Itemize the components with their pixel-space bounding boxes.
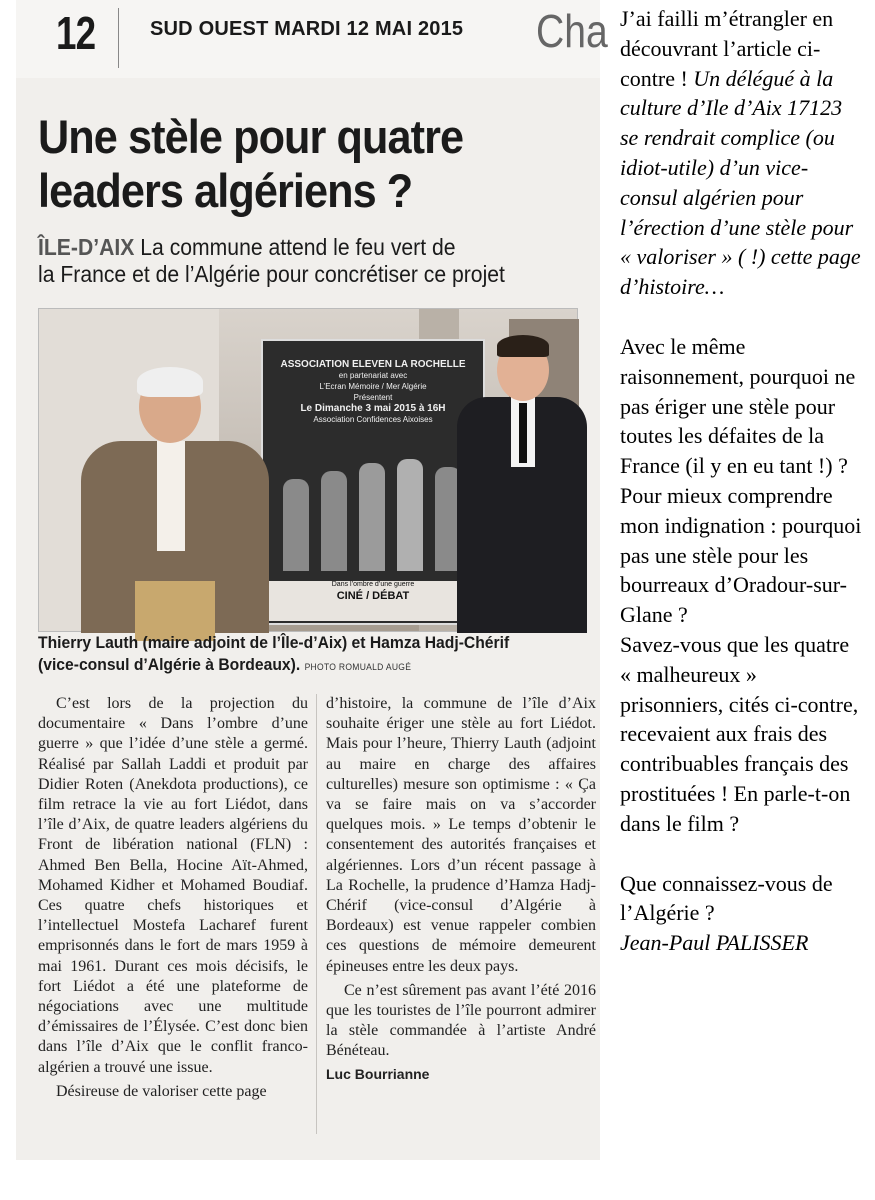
person-left-hair (137, 367, 203, 397)
poster-text (263, 359, 483, 425)
headline-line-1: Une stèle pour quatre (38, 110, 464, 163)
caption-line-2: (vice-consul d’Algérie à Bordeaux). (38, 656, 301, 674)
poster-cine-debat: CINÉ / DÉBAT (336, 590, 410, 602)
event-poster (261, 339, 485, 625)
photo-caption (38, 632, 570, 678)
masthead-title: SUD OUEST MARDI 12 MAI 2015 (150, 18, 464, 40)
poster-figure (397, 459, 423, 571)
commentary-paragraph-4: Savez-vous que les quatre « malheureux » prisonniers, cités ci-contre, recevaient aux frais des contribuables français des prostituées ! En parle-t-on dans le film ? (620, 631, 859, 836)
poster-figure (359, 463, 385, 571)
column-2-paragraph-2: Ce n’est sûrement pas avant l’été 2016 que les touristes de l’île pourront admirer la stèle commandée à l’artiste André Bénéteau. (326, 981, 596, 1060)
column-2-paragraph-1: d’histoire, la commune de l’île d’Aix souhaite ériger une stèle au fort Liédot. Mais pour l’heure, Thierry Lauth (adjoint au maire en charge des affaires culturelles) mesure son optimisme : « Ça va se faire mais on va s’accorder quelques mois. » Le temps d’obtenir le consentement des autorités françaises et algériennes. Lors d’un récent passage à La Rochelle, la prudence d’Hamza Hadj-Chérif (vice-consul d’Algérie à Bordeaux) est venue rappeler combien ces questions de mémoire demeurent épineuses entre les deux pays. (326, 695, 596, 975)
masthead-divider (118, 8, 119, 68)
deck-kicker: ÎLE-D’AIX (38, 234, 135, 260)
commentary-signature (620, 928, 865, 958)
newspaper-clipping (16, 0, 608, 1160)
column-1-paragraph-2: Désireuse de valoriser cette page (56, 1082, 267, 1100)
article-photo (38, 308, 578, 632)
poster-footer (263, 581, 483, 621)
article-byline: Luc Bourrianne (326, 1065, 430, 1082)
poster-photo-group (277, 451, 469, 571)
deck-line-1: La commune attend le feu vert de (140, 234, 456, 260)
article-column-1 (38, 694, 308, 1102)
column-1-paragraph-1: C’est lors de la projection du documentaire « Dans l’ombre d’une guerre » que l’idée d’une stèle a germé. Réalisé par Sallah Laddi et produit par Didier Roten (Anekdota productions), ce film retrace la vie au fort Liédot, dans l’île d’Aix, de quatre leaders algériens du Front de libération national (FLN) : Ahmed Ben Bella, Hocine Aït-Ahmed, Mohamed Kidher et Mohamed Boudiaf. Ces quatre chefs historiques et l’intellectuel Mostefa Lacharef furent emprisonnés dans le fort de mars 1959 à mai 1961. Durant ces mois décisifs, le fort Liédot a été une plateforme de négociations avec une multitude d’émissaires de l’Élysée. C’est donc bien dans l’île d’Aix que le conflit franco-algérien a trouvé une issue. (38, 695, 308, 1076)
commentary-paragraph-3: Pour mieux comprendre mon indignation : pourquoi pas une stèle pour les bourreaux d’Oradour-sur-Glane ? (620, 482, 862, 628)
caption-line-1: Thierry Lauth (maire adjoint de l’Île-d’Aix) et Hamza Hadj-Chérif (38, 634, 510, 652)
commentary-italic-quote: Un délégué à la culture d’Ile d’Aix 17123 se rendrait complice (ou idiot-utile) d’un vice-consul algérien pour l’érection d’une stèle pour « valoriser » ( !) cette page d’histoire… (620, 65, 861, 300)
signature-text: Jean-Paul PALISSER (620, 930, 809, 956)
person-right-hair (497, 335, 549, 357)
commentary-paragraph-1 (620, 4, 865, 302)
article-headline (38, 110, 553, 218)
poster-line-4: Présentent (353, 393, 393, 402)
poster-date: Le Dimanche 3 mai 2015 à 16H (300, 403, 446, 414)
poster-line-1: ASSOCIATION ELEVEN LA ROCHELLE (280, 359, 466, 370)
poster-line-3: L’Ecran Mémoire / Mer Algérie (319, 382, 427, 391)
photo-credit: PHOTO ROMUALD AUGÉ (304, 662, 412, 672)
masthead-section: Cha (536, 5, 608, 57)
headline-line-2: leaders algériens ? (38, 164, 413, 217)
commentary-intro: J’ai failli m’étrangler en découvrant l’article ci-contre ! (620, 6, 834, 91)
commentary-paragraph-2: Avec le même raisonnement, pourquoi ne pas ériger une stèle pour toutes les défaites de la France (il y en eu tant !) ? (620, 333, 856, 479)
page-number: 12 (56, 7, 96, 59)
deck-line-2: la France et de l’Algérie pour concrétiser ce projet (38, 261, 505, 287)
person-left-shirt (157, 441, 185, 551)
photo-person-right (457, 339, 587, 631)
commentary-paragraph-5: Que connaissez-vous de l’Algérie ? (620, 870, 833, 926)
article-deck (38, 234, 553, 288)
poster-subtitle: Dans l’ombre d’une guerre (331, 581, 415, 588)
person-right-tie (519, 403, 527, 463)
commentary-column (620, 4, 865, 958)
article-column-2 (326, 694, 596, 1084)
masthead (16, 0, 608, 78)
poster-figure (283, 479, 309, 571)
photo-person-left (75, 371, 275, 633)
poster-line-2: en partenariat avec (338, 371, 408, 380)
column-divider (316, 694, 317, 1134)
poster-place: Association Confidences Aixoises (313, 415, 433, 424)
poster-figure (321, 471, 347, 571)
